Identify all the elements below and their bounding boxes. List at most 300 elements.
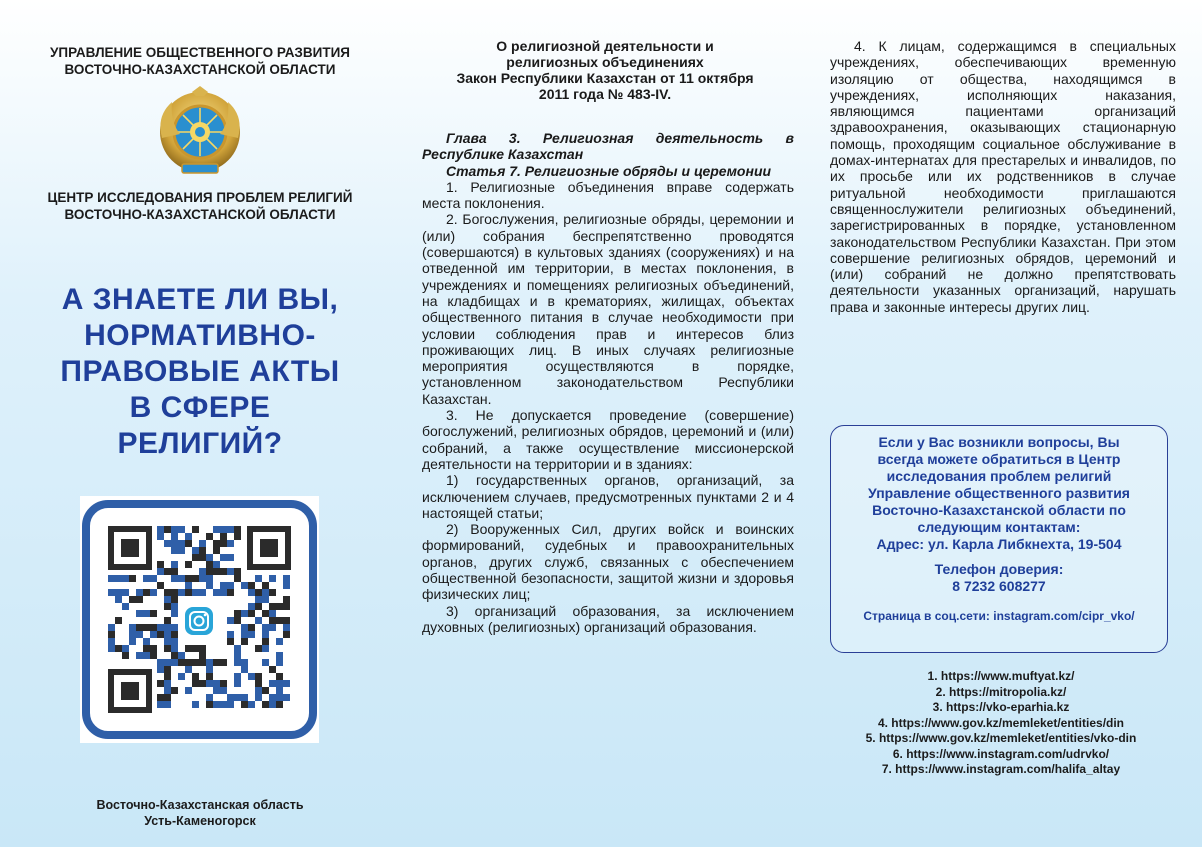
qr-module: [171, 547, 178, 554]
qr-module: [164, 680, 171, 687]
qr-module: [129, 596, 136, 603]
qr-module: [171, 526, 178, 533]
qr-module: [171, 631, 178, 638]
qr-module: [283, 582, 290, 589]
qr-module: [255, 694, 262, 701]
qr-module: [164, 673, 171, 680]
qr-module: [255, 589, 262, 596]
qr-module: [143, 575, 150, 582]
qr-module: [115, 617, 122, 624]
qr-module: [262, 638, 269, 645]
org-line: ВОСТОЧНО-КАЗАХСТАНСКОЙ ОБЛАСТИ: [64, 207, 336, 222]
qr-module: [122, 589, 129, 596]
qr-module: [227, 638, 234, 645]
law-text-continued: [830, 38, 1176, 315]
qr-module: [185, 561, 192, 568]
qr-module: [234, 610, 241, 617]
qr-module: [213, 526, 220, 533]
qr-module: [108, 575, 115, 582]
qr-module: [234, 645, 241, 652]
qr-module: [164, 589, 171, 596]
qr-module: [234, 673, 241, 680]
qr-module: [262, 610, 269, 617]
qr-module: [234, 526, 241, 533]
qr-module: [276, 673, 283, 680]
qr-module: [241, 624, 248, 631]
qr-module: [213, 687, 220, 694]
qr-module: [227, 701, 234, 708]
qr-module: [234, 575, 241, 582]
qr-module: [276, 701, 283, 708]
hotline: [837, 561, 1161, 595]
footer-line: Усть-Каменогорск: [144, 814, 256, 828]
qr-module: [199, 554, 206, 561]
qr-module: [206, 666, 213, 673]
contact-line: Управление общественного развития: [868, 485, 1130, 501]
qr-module: [171, 575, 178, 582]
qr-module: [269, 603, 276, 610]
qr-module: [206, 701, 213, 708]
law-title-line: 2011 года № 483-IV.: [538, 86, 672, 102]
qr-module: [192, 526, 199, 533]
qr-module: [220, 687, 227, 694]
qr-module: [262, 631, 269, 638]
org-line: УПРАВЛЕНИЕ ОБЩЕСТВЕННОГО РАЗВИТИЯ: [50, 45, 350, 60]
qr-module: [192, 547, 199, 554]
qr-module: [185, 589, 192, 596]
qr-module: [178, 575, 185, 582]
qr-module: [164, 701, 171, 708]
contact-box: [830, 425, 1168, 653]
qr-module: [192, 645, 199, 652]
qr-module: [136, 624, 143, 631]
qr-module: [143, 645, 150, 652]
qr-module: [199, 645, 206, 652]
qr-module: [220, 533, 227, 540]
qr-module: [220, 526, 227, 533]
qr-module: [192, 659, 199, 666]
qr-module: [206, 575, 213, 582]
qr-module: [150, 575, 157, 582]
qr-module: [185, 645, 192, 652]
chapter-heading: Глава 3. Религиозная деятельность в Республике Казахстан: [422, 130, 794, 163]
left-panel: [0, 0, 400, 847]
qr-module: [234, 694, 241, 701]
qr-module: [262, 582, 269, 589]
qr-module: [262, 589, 269, 596]
qr-module: [164, 631, 171, 638]
qr-module: [129, 638, 136, 645]
qr-module: [276, 680, 283, 687]
qr-module: [171, 645, 178, 652]
qr-module: [185, 687, 192, 694]
qr-module: [206, 533, 213, 540]
qr-module: [122, 603, 129, 610]
qr-module: [164, 540, 171, 547]
link-item[interactable]: 3. https://vko-eparhia.kz: [932, 700, 1070, 714]
contact-line: Если у Вас возникли вопросы, Вы: [878, 434, 1120, 450]
contact-info: [837, 434, 1161, 553]
qr-module: [227, 582, 234, 589]
qr-module: [164, 596, 171, 603]
qr-module: [192, 701, 199, 708]
qr-module: [136, 652, 143, 659]
qr-module: [283, 617, 290, 624]
qr-module: [227, 631, 234, 638]
link-item[interactable]: 1. https://www.muftyat.kz/: [927, 669, 1075, 683]
qr-module: [178, 652, 185, 659]
qr-module: [255, 673, 262, 680]
qr-module: [276, 687, 283, 694]
qr-module: [269, 610, 276, 617]
qr-module: [157, 526, 164, 533]
qr-module: [157, 694, 164, 701]
qr-module: [241, 631, 248, 638]
qr-module: [262, 624, 269, 631]
qr-module: [171, 624, 178, 631]
qr-module: [220, 568, 227, 575]
qr-module: [213, 547, 220, 554]
qr-module: [157, 533, 164, 540]
qr-module: [143, 638, 150, 645]
qr-module: [255, 575, 262, 582]
qr-module: [157, 631, 164, 638]
organization-header-bottom: [20, 189, 380, 223]
qr-module: [269, 617, 276, 624]
qr-module: [283, 575, 290, 582]
qr-module: [220, 554, 227, 561]
qr-module: [136, 596, 143, 603]
qr-code-icon: [80, 496, 319, 743]
law-title-line: Закон Республики Казахстан от 11 октября: [456, 70, 754, 86]
qr-module: [199, 659, 206, 666]
link-item[interactable]: 7. https://www.instagram.com/halifa_altay: [881, 762, 1121, 776]
paragraph-4: 4. К лицам, содержащимся в специальных учреждениях, обеспечивающих временную изоляцию от общества, находящимся в учреждениях, исполняющих наказания, являющимся пациентами организаций здравоохранения, оказывающих стационарную помощь, проходящим социальное обслуживание в домах-интернатах для престарелых и инвалидов, по их просьбе или их родственников в случае ритуальной необходимости приглашаются священнослужители религиозных объединений, зарегистрированных в порядке, установленном законодательством Республики Казахстан. При этом совершение религиозных обрядов, церемоний и (или) собраний не должно препятствовать деятельности указанных организаций, нарушать права и законные интересы других лиц.: [830, 38, 1176, 315]
headline-line: РЕЛИГИЙ?: [117, 427, 283, 460]
qr-module: [220, 680, 227, 687]
qr-module: [192, 589, 199, 596]
qr-module: [269, 701, 276, 708]
qr-module: [178, 659, 185, 666]
qr-module: [241, 582, 248, 589]
qr-module: [171, 652, 178, 659]
qr-module: [185, 533, 192, 540]
qr-module: [115, 589, 122, 596]
qr-module: [115, 645, 122, 652]
qr-module: [248, 701, 255, 708]
qr-module: [157, 680, 164, 687]
org-line: ВОСТОЧНО-КАЗАХСТАНСКОЙ ОБЛАСТИ: [64, 62, 336, 77]
qr-module: [255, 617, 262, 624]
qr-module: [178, 547, 185, 554]
qr-module: [227, 554, 234, 561]
qr-module: [234, 652, 241, 659]
qr-module: [164, 687, 171, 694]
qr-module: [213, 680, 220, 687]
qr-module: [241, 694, 248, 701]
qr-module: [143, 652, 150, 659]
qr-module: [157, 568, 164, 575]
qr-module: [129, 575, 136, 582]
qr-module: [164, 617, 171, 624]
qr-module: [108, 638, 115, 645]
org-line: ЦЕНТР ИССЛЕДОВАНИЯ ПРОБЛЕМ РЕЛИГИЙ: [47, 190, 353, 205]
qr-module: [269, 624, 276, 631]
qr-module: [164, 568, 171, 575]
qr-module: [157, 624, 164, 631]
qr-module: [234, 659, 241, 666]
qr-module: [164, 694, 171, 701]
qr-module: [269, 666, 276, 673]
qr-module: [276, 638, 283, 645]
qr-module: [248, 603, 255, 610]
qr-module: [248, 582, 255, 589]
qr-module: [164, 624, 171, 631]
paragraph-2: 2. Богослужения, религиозные обряды, церемонии и (или) собрания беспрепятственно проводятся (совершаются) в культовых зданиях (сооружениях) и на отведенной им территории, в местах поклонения, в учреждениях и помещениях религиозных объединений, на кладбищах и в крематориях, жилищах, объектах общественного питания в случае необходимости при условии соблюдения прав и интересов близ проживающих лиц. В иных случаях религиозные мероприятия осуществляются в порядке, установленном законодательством Республики Казахстан.: [422, 211, 794, 407]
qr-module: [129, 631, 136, 638]
qr-module: [108, 589, 115, 596]
link-item[interactable]: 2. https://mitropolia.kz/: [935, 684, 1067, 699]
paragraph-3: 3. Не допускается проведение (совершение) богослужений, религиозных обрядов, церемоний и (или) собраний, а также осуществление миссионерской деятельности на территории и в зданиях:: [422, 407, 794, 472]
qr-module: [199, 652, 206, 659]
qr-module: [136, 610, 143, 617]
qr-module: [241, 666, 248, 673]
qr-module: [213, 540, 220, 547]
links-list: [820, 669, 1182, 778]
qr-module: [185, 575, 192, 582]
qr-module: [248, 673, 255, 680]
qr-module: [150, 645, 157, 652]
qr-module: [171, 659, 178, 666]
qr-module: [171, 687, 178, 694]
qr-module: [192, 680, 199, 687]
qr-module: [122, 652, 129, 659]
qr-code[interactable]: [80, 496, 319, 743]
qr-module: [157, 659, 164, 666]
qr-module: [241, 610, 248, 617]
qr-module: [213, 701, 220, 708]
qr-module: [157, 666, 164, 673]
qr-module: [262, 645, 269, 652]
footer-line: Восточно-Казахстанская область: [96, 798, 304, 812]
qr-module: [213, 659, 220, 666]
qr-module: [143, 589, 150, 596]
qr-module: [276, 659, 283, 666]
qr-module: [234, 680, 241, 687]
qr-module: [255, 680, 262, 687]
social-page-link[interactable]: Страница в соц.сети: instagram.com/cipr_vko/: [863, 609, 1135, 623]
qr-module: [241, 701, 248, 708]
qr-module: [171, 568, 178, 575]
qr-module: [122, 645, 129, 652]
qr-module: [157, 582, 164, 589]
qr-module: [150, 652, 157, 659]
qr-module: [199, 680, 206, 687]
qr-module: [157, 701, 164, 708]
qr-module: [262, 687, 269, 694]
qr-module: [227, 589, 234, 596]
qr-module: [171, 561, 178, 568]
qr-module: [213, 589, 220, 596]
qr-module: [178, 526, 185, 533]
qr-module: [185, 666, 192, 673]
location-footer: [20, 797, 380, 829]
qr-module: [171, 540, 178, 547]
qr-module: [164, 638, 171, 645]
link-item[interactable]: 6. https://www.instagram.com/udrvko/: [892, 746, 1110, 761]
qr-module: [192, 673, 199, 680]
paragraph-3-item-1: 1) государственных органов, организаций, за исключением случаев, предусмотренных пунктами 2 и 4 настоящей статьи;: [422, 472, 794, 521]
qr-module: [241, 638, 248, 645]
qr-module: [171, 589, 178, 596]
qr-module: [129, 624, 136, 631]
contact-line: всегда можете обратиться в Центр: [877, 451, 1121, 467]
qr-module: [234, 568, 241, 575]
paragraph-1: 1. Религиозные объединения вправе содержать места поклонения.: [422, 178, 794, 212]
qr-module: [122, 575, 129, 582]
qr-module: [199, 547, 206, 554]
qr-module: [150, 631, 157, 638]
qr-module: [262, 596, 269, 603]
qr-module: [199, 575, 206, 582]
qr-module: [269, 589, 276, 596]
qr-module: [150, 589, 157, 596]
qr-module: [178, 589, 185, 596]
hotline-label: Телефон доверия:: [934, 561, 1064, 577]
qr-module: [206, 680, 213, 687]
qr-module: [269, 680, 276, 687]
qr-module: [248, 631, 255, 638]
qr-module: [185, 582, 192, 589]
qr-module: [150, 624, 157, 631]
qr-module: [185, 540, 192, 547]
qr-module: [248, 589, 255, 596]
qr-module: [206, 673, 213, 680]
qr-module: [185, 659, 192, 666]
qr-module: [227, 568, 234, 575]
qr-module: [248, 624, 255, 631]
qr-module: [248, 610, 255, 617]
paragraph-3-item-2: 2) Вооруженных Сил, других войск и воинских формирований, судебных и правоохранительных органов, других служб, связанных с обеспечением общественной безопасности, защитой жизни и здоровья физических лиц;: [422, 521, 794, 603]
qr-module: [234, 617, 241, 624]
qr-module: [178, 673, 185, 680]
qr-module: [227, 526, 234, 533]
qr-module: [164, 603, 171, 610]
qr-module: [283, 603, 290, 610]
qr-module: [220, 540, 227, 547]
qr-module: [206, 561, 213, 568]
qr-module: [199, 589, 206, 596]
qr-module: [171, 638, 178, 645]
qr-module: [213, 561, 220, 568]
qr-module: [241, 659, 248, 666]
qr-module: [206, 568, 213, 575]
law-text: [422, 130, 794, 635]
qr-module: [171, 596, 178, 603]
qr-module: [143, 610, 150, 617]
qr-module: [283, 680, 290, 687]
qr-module: [269, 575, 276, 582]
qr-module: [283, 624, 290, 631]
link-item[interactable]: 4. https://www.gov.kz/memleket/entities/din: [877, 715, 1125, 730]
qr-module: [206, 554, 213, 561]
qr-module: [115, 575, 122, 582]
law-title-line: религиозных объединениях: [506, 54, 704, 70]
contact-line: Восточно-Казахстанской области по: [872, 502, 1126, 518]
qr-module: [255, 596, 262, 603]
qr-module: [255, 603, 262, 610]
address-line: Адрес: ул. Карла Либкнехта, 19-504: [876, 536, 1122, 552]
hotline-number[interactable]: 8 7232 608277: [952, 578, 1046, 594]
headline: [30, 282, 370, 462]
qr-module: [234, 533, 241, 540]
qr-module: [164, 666, 171, 673]
qr-module: [283, 631, 290, 638]
state-emblem-icon: [152, 86, 248, 182]
qr-module: [206, 694, 213, 701]
contact-line: следующим контактам:: [917, 519, 1081, 535]
paragraph-3-item-3: 3) организаций образования, за исключением духовных (религиозных) организаций образования.: [422, 602, 794, 635]
qr-module: [192, 554, 199, 561]
qr-module: [227, 694, 234, 701]
qr-module: [108, 645, 115, 652]
qr-module: [143, 624, 150, 631]
qr-module: [206, 582, 213, 589]
qr-module: [136, 589, 143, 596]
qr-module: [276, 694, 283, 701]
qr-module: [199, 568, 206, 575]
qr-module: [220, 701, 227, 708]
qr-module: [220, 589, 227, 596]
qr-module: [171, 603, 178, 610]
qr-module: [206, 659, 213, 666]
qr-module: [255, 687, 262, 694]
qr-module: [276, 652, 283, 659]
qr-module: [136, 631, 143, 638]
law-title-line: О религиозной деятельности и: [496, 38, 714, 54]
qr-module: [192, 575, 199, 582]
qr-module: [150, 610, 157, 617]
qr-module: [227, 617, 234, 624]
qr-module: [108, 624, 115, 631]
qr-module: [276, 617, 283, 624]
qr-module: [171, 533, 178, 540]
qr-module: [213, 568, 220, 575]
qr-module: [283, 694, 290, 701]
qr-module: [199, 540, 206, 547]
qr-module: [164, 526, 171, 533]
organization-header-top: [20, 44, 380, 78]
qr-module: [276, 603, 283, 610]
qr-module: [171, 610, 178, 617]
qr-module: [115, 596, 122, 603]
qr-module: [164, 645, 171, 652]
qr-module: [157, 561, 164, 568]
qr-module: [108, 631, 115, 638]
headline-line: НОРМАТИВНО-: [84, 319, 316, 352]
qr-module: [283, 596, 290, 603]
qr-module: [255, 645, 262, 652]
qr-module: [262, 701, 269, 708]
qr-module: [269, 694, 276, 701]
contact-line: исследования проблем религий: [886, 468, 1112, 484]
qr-module: [164, 659, 171, 666]
qr-module: [220, 659, 227, 666]
qr-module: [178, 540, 185, 547]
qr-module: [227, 540, 234, 547]
headline-line: А ЗНАЕТЕ ЛИ ВЫ,: [61, 283, 339, 316]
link-item[interactable]: 5. https://www.gov.kz/memleket/entities/vko-din: [865, 731, 1137, 745]
